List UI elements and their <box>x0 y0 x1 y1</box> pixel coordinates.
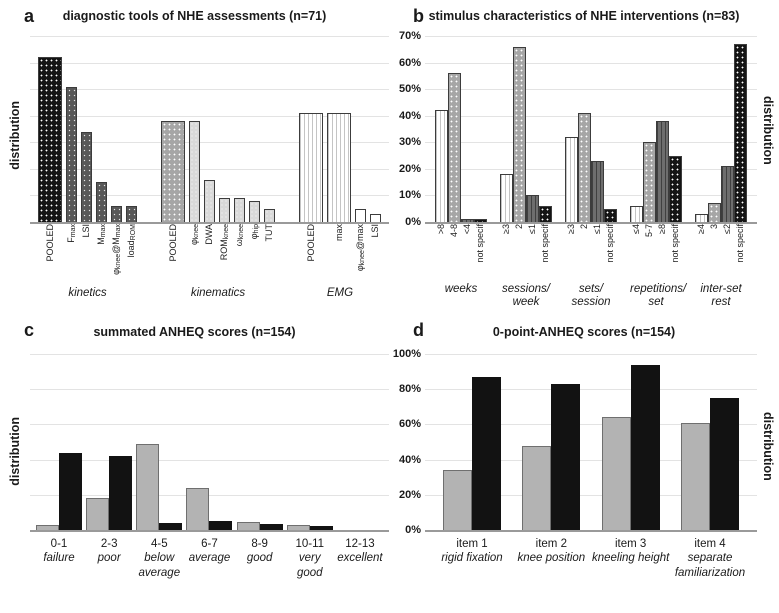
category-label <box>337 532 382 566</box>
bar-label <box>234 224 245 284</box>
category-label-line: item 4 <box>694 538 726 550</box>
category-label <box>189 532 231 566</box>
bar-label <box>81 224 92 284</box>
category-label-wrap <box>36 532 82 580</box>
bar <box>604 209 617 222</box>
bar-label-text: LSI <box>370 224 380 238</box>
bar-label-text: TUT <box>264 224 274 242</box>
bar-label-group <box>38 224 137 284</box>
bar-label <box>264 224 275 284</box>
group-labels-row <box>425 280 757 309</box>
bar-group <box>681 354 739 530</box>
bar <box>36 525 59 530</box>
group-label-line: kinematics <box>190 287 246 299</box>
panel-letter-b: b <box>413 6 424 26</box>
bar <box>159 523 182 530</box>
bar-label <box>721 224 734 280</box>
panel-body-c <box>0 344 389 580</box>
bar-label <box>66 224 77 284</box>
bar-label-text: $\varphi_{knee}$ <box>188 224 200 246</box>
group-label-line: kinetics <box>68 287 107 299</box>
category-sublabel-line: below <box>144 552 175 565</box>
bar-label-text: ≥3 <box>501 224 511 234</box>
panel-letter-d: d <box>413 320 424 340</box>
category-label <box>296 532 325 580</box>
bar-label <box>734 224 747 280</box>
group-label <box>630 280 687 309</box>
y-axis-ticks <box>389 30 425 228</box>
bar-label <box>327 224 351 284</box>
category-label-wrap <box>86 532 132 580</box>
bar-group <box>500 36 552 222</box>
bar-label-group <box>161 224 275 284</box>
bar <box>591 161 604 222</box>
plot-column <box>30 344 389 580</box>
chart-row <box>389 344 757 580</box>
bar-label-text: not specif <box>605 224 615 263</box>
y-tick-label: 20% <box>398 162 421 175</box>
bar <box>161 121 185 222</box>
chart-a <box>30 28 389 300</box>
bar <box>59 453 82 530</box>
group-label-line: sessions/ <box>502 283 550 295</box>
bar-label-text: not specif <box>670 224 680 263</box>
category-label-line: 0-1 <box>50 538 68 550</box>
panel-title-d: 0-point-ANHEQ scores (n=154) <box>492 325 676 339</box>
bar <box>656 121 669 222</box>
category-sublabel-line: poor <box>97 552 121 565</box>
bar-label <box>111 224 122 284</box>
panel-body-b <box>389 28 779 309</box>
bar <box>370 214 381 222</box>
bar <box>109 456 132 530</box>
bar-labels-row <box>30 224 389 284</box>
bar-label <box>461 224 474 280</box>
bar <box>86 498 109 530</box>
category-label-wrap <box>337 532 383 580</box>
panel-body-a <box>0 28 389 300</box>
category-sublabel-line: familiarization <box>674 566 746 579</box>
bar <box>539 206 552 222</box>
category-sublabel-line: kneeling height <box>591 552 670 565</box>
bar-label <box>565 224 578 280</box>
category-sublabel-line: good <box>296 566 323 579</box>
bar-label <box>500 224 513 280</box>
bar <box>669 156 682 222</box>
bar-label <box>448 224 461 280</box>
group-label-line: rest <box>711 296 731 309</box>
bar <box>249 201 260 222</box>
bar <box>526 195 539 222</box>
category-label <box>441 532 502 566</box>
bar-group <box>38 36 137 222</box>
bar-label <box>435 224 448 280</box>
y-axis-label-d <box>757 344 779 549</box>
bar-label-text: <4 <box>462 224 472 235</box>
bar-label-text: max <box>333 224 344 242</box>
group-label-line: inter-set <box>700 283 742 295</box>
category-label-wrap <box>443 532 501 580</box>
y-tick-label: 40% <box>398 109 421 122</box>
bar <box>310 526 333 530</box>
category-label <box>517 532 585 566</box>
bar-label-text: ≤1 <box>527 224 537 234</box>
plot-area <box>30 36 389 224</box>
bar-label-group <box>500 224 552 280</box>
bar-group <box>186 354 232 530</box>
bar-label-text: ≤2 <box>722 224 732 234</box>
bar-label-group <box>695 224 747 280</box>
category-sublabel-line: knee position <box>517 552 586 565</box>
bar <box>631 365 660 530</box>
group-label-line: weeks <box>444 283 478 295</box>
bar-label <box>189 224 200 284</box>
y-tick-label: 80% <box>398 383 421 396</box>
bar <box>264 209 275 222</box>
bar <box>721 166 734 222</box>
category-sublabel-line: average <box>138 566 181 579</box>
bar-groups <box>425 36 757 222</box>
group-label <box>565 280 617 309</box>
category-sublabel-line: average <box>188 552 231 565</box>
bar-label-text: POOLED <box>305 224 316 262</box>
bar <box>299 113 323 222</box>
y-tick-label: 40% <box>398 453 421 466</box>
category-label-line: 10-11 <box>295 538 325 550</box>
bar-group <box>602 354 660 530</box>
panel-b <box>389 0 779 310</box>
bar-label-text: $F_{max}$ <box>65 224 77 243</box>
bar-label-text: $\varphi_{knee}@\max$ <box>354 224 366 272</box>
plot-column <box>425 28 757 309</box>
bar-label-group <box>565 224 617 280</box>
bar-label <box>630 224 643 280</box>
bar-label <box>370 224 381 284</box>
plot-column <box>425 344 757 580</box>
bar-label-text: POOLED <box>167 224 178 262</box>
panel-title-b: stimulus characteristics of NHE interventions (n=83) <box>428 9 740 23</box>
category-label-wrap <box>591 532 670 580</box>
chart-row <box>389 28 757 309</box>
bar <box>189 121 200 222</box>
bar-label <box>204 224 215 284</box>
bar-label <box>643 224 656 280</box>
bar <box>710 398 739 530</box>
group-label-line: repetitions/ <box>630 283 687 295</box>
bar <box>136 444 159 530</box>
bar <box>111 206 122 222</box>
bar <box>204 180 215 223</box>
chart-b <box>389 28 757 309</box>
bar-group <box>695 36 747 222</box>
y-tick-label: 70% <box>398 30 421 42</box>
bar-label-text: LSI <box>81 224 91 238</box>
category-label-line: 8-9 <box>251 538 268 550</box>
group-label <box>435 280 487 309</box>
y-tick-label: 0% <box>405 524 421 536</box>
group-label <box>161 284 275 300</box>
bar-label-text: ≥8 <box>657 224 667 234</box>
bar-label-text: not specif <box>475 224 485 263</box>
y-axis-label-text: distribution <box>761 412 775 481</box>
bar <box>81 132 92 222</box>
bar <box>126 206 137 222</box>
group-label-line: session <box>571 296 611 309</box>
bar-label <box>513 224 526 280</box>
bar <box>681 423 710 530</box>
plot-area <box>30 354 389 532</box>
bar-label-text: 3 <box>709 224 719 230</box>
category-label-line: item 1 <box>456 538 488 550</box>
y-tick-label: 20% <box>398 488 421 501</box>
bar <box>186 488 209 530</box>
y-axis-label-b <box>757 28 779 233</box>
group-label <box>299 284 381 300</box>
bar-label-group <box>299 224 381 284</box>
bar-label-text: $ROM_{knee}$ <box>218 224 230 261</box>
bar <box>734 44 747 222</box>
bar-label-text: POOLED <box>44 224 55 262</box>
bar-label-text: ≤4 <box>631 224 641 234</box>
bar-label <box>249 224 260 284</box>
y-tick-label: 30% <box>398 136 421 149</box>
plot-area <box>425 36 757 224</box>
y-tick-label: 0% <box>405 216 421 228</box>
category-sublabel-line: good <box>246 552 273 565</box>
category-label <box>247 532 273 566</box>
category-label <box>98 532 121 566</box>
category-label-line: item 2 <box>535 538 567 550</box>
group-labels-row <box>30 284 389 300</box>
bar <box>448 73 461 222</box>
bar-label <box>695 224 708 280</box>
bar-label <box>96 224 107 284</box>
bar <box>578 113 591 222</box>
bar <box>209 521 232 530</box>
bar-label <box>355 224 366 284</box>
category-label-line: item 3 <box>614 538 647 550</box>
bar <box>443 470 472 530</box>
chart-row <box>30 344 389 580</box>
y-tick-label: 10% <box>398 189 421 202</box>
group-label <box>695 280 747 309</box>
bar <box>695 214 708 222</box>
category-label <box>43 532 74 566</box>
bar <box>219 198 230 222</box>
bar-group <box>443 354 501 530</box>
bar-label-text: $M_{max}$ <box>95 224 107 245</box>
bar-label-text: $\omega_{knee}$ <box>233 224 245 247</box>
group-label <box>38 284 137 300</box>
bar-groups <box>425 354 757 530</box>
bar-labels-row <box>425 224 757 280</box>
bar-groups <box>30 36 389 222</box>
panel-letter-a: a <box>24 6 35 26</box>
bar-label-text: $\varphi_{hip}$ <box>248 224 260 240</box>
y-tick-label: 60% <box>398 418 421 431</box>
bar-label <box>708 224 721 280</box>
panel-body-d <box>389 344 779 580</box>
group-label-line: EMG <box>326 287 354 299</box>
y-tick-label: 50% <box>398 83 421 96</box>
group-labels-row <box>30 532 389 580</box>
bar <box>96 182 107 222</box>
panel-title-c: summated ANHEQ scores (n=154) <box>93 325 296 339</box>
bar-label <box>126 224 137 284</box>
bar-group <box>565 36 617 222</box>
bar-group <box>161 36 275 222</box>
group-label-line: sets/ <box>578 283 604 295</box>
group-label-line: set <box>648 296 664 309</box>
y-axis-label-text: distribution <box>761 96 775 165</box>
category-label <box>675 532 745 580</box>
chart-c <box>30 344 389 580</box>
category-sublabel-line: very <box>298 552 321 565</box>
category-sublabel-line: rigid fixation <box>441 552 503 565</box>
bar <box>38 57 62 222</box>
bar-label-text: 4-8 <box>449 224 459 238</box>
bar-group <box>36 354 82 530</box>
bar-label-text: 2 <box>514 224 524 230</box>
bar <box>630 206 643 222</box>
bar-label-text: $\varphi_{knee}@M_{max}$ <box>110 224 122 275</box>
y-tick-label: 100% <box>392 348 421 360</box>
panel-title-a: diagnostic tools of NHE assessments (n=71) <box>62 9 327 23</box>
chart-d <box>389 344 757 580</box>
panel-letter-c: c <box>24 320 35 340</box>
category-sublabel-line: separate <box>687 552 733 565</box>
category-label <box>592 532 669 566</box>
bar-label-text: ≥4 <box>696 224 706 234</box>
bar-label-text: not specif <box>735 224 745 263</box>
bar-label <box>604 224 617 280</box>
bar-label-text: ≤1 <box>592 224 602 234</box>
bar-label <box>578 224 591 280</box>
category-label-line: 4-5 <box>151 538 168 550</box>
bar-label-text: load$_{ROM}$ <box>125 224 137 258</box>
bar <box>551 384 580 530</box>
bar-label <box>539 224 552 280</box>
plot-area <box>425 354 757 532</box>
bar-label <box>656 224 669 280</box>
y-axis-label-a <box>0 28 30 243</box>
bar <box>522 446 551 530</box>
bar <box>708 203 721 222</box>
bar <box>327 113 351 222</box>
bar <box>602 417 631 530</box>
bar-label <box>591 224 604 280</box>
group-labels-row <box>425 532 757 580</box>
bar-group <box>522 354 580 530</box>
category-label-wrap <box>674 532 746 580</box>
bar-label <box>38 224 62 284</box>
category-label-wrap <box>237 532 283 580</box>
bar-groups <box>30 354 389 530</box>
bar <box>260 524 283 530</box>
bar-label-text: 2 <box>579 224 589 230</box>
bar <box>234 198 245 222</box>
bar-label-text: >8 <box>436 224 446 235</box>
category-label <box>139 532 181 580</box>
bar-group <box>136 354 182 530</box>
bar-group <box>435 36 487 222</box>
category-label-line: 2-3 <box>100 538 118 550</box>
group-label-line: week <box>512 296 540 309</box>
category-label-line: 6-7 <box>201 538 218 550</box>
category-label-wrap <box>186 532 232 580</box>
y-axis-label-text: distribution <box>8 101 22 170</box>
bar <box>461 219 474 222</box>
bar <box>500 174 513 222</box>
bar-group <box>299 36 381 222</box>
category-label-wrap <box>287 532 333 580</box>
y-axis-label-text: distribution <box>8 417 22 486</box>
category-sublabel-line: failure <box>43 552 75 565</box>
category-label-wrap <box>136 532 182 580</box>
bar-label <box>474 224 487 280</box>
bar <box>237 522 260 530</box>
chart-row <box>30 28 389 300</box>
bar-group <box>287 354 333 530</box>
bar <box>472 377 501 530</box>
bar-label <box>161 224 185 284</box>
panel-a <box>0 0 389 310</box>
bar-label <box>669 224 682 280</box>
bar-label <box>219 224 230 284</box>
bar-group <box>237 354 283 530</box>
bar <box>565 137 578 222</box>
bar <box>66 87 77 223</box>
panel-d <box>389 310 779 613</box>
plot-column <box>30 28 389 300</box>
bar <box>355 209 366 222</box>
bar-label-group <box>435 224 487 280</box>
y-tick-label: 60% <box>398 56 421 69</box>
bar <box>643 142 656 222</box>
group-label <box>500 280 552 309</box>
bar-group <box>86 354 132 530</box>
bar-label-text: 5-7 <box>644 224 654 238</box>
bar-group <box>630 36 682 222</box>
bar-group <box>337 354 383 530</box>
bar-label-text: DWA <box>204 224 214 245</box>
y-axis-ticks <box>389 348 425 536</box>
panel-c <box>0 310 389 613</box>
bar <box>435 110 448 222</box>
bar-label-text: not specif <box>540 224 550 263</box>
category-label-wrap <box>517 532 586 580</box>
category-label-line: 12-13 <box>345 538 375 550</box>
bar-label-text: ≥3 <box>566 224 576 234</box>
y-axis-label-c <box>0 344 30 559</box>
bar <box>474 219 487 222</box>
bar-label-group <box>630 224 682 280</box>
bar-label <box>299 224 323 284</box>
bar <box>513 47 526 222</box>
bar-label <box>526 224 539 280</box>
category-sublabel-line: excellent <box>337 552 383 565</box>
bar <box>287 525 310 530</box>
